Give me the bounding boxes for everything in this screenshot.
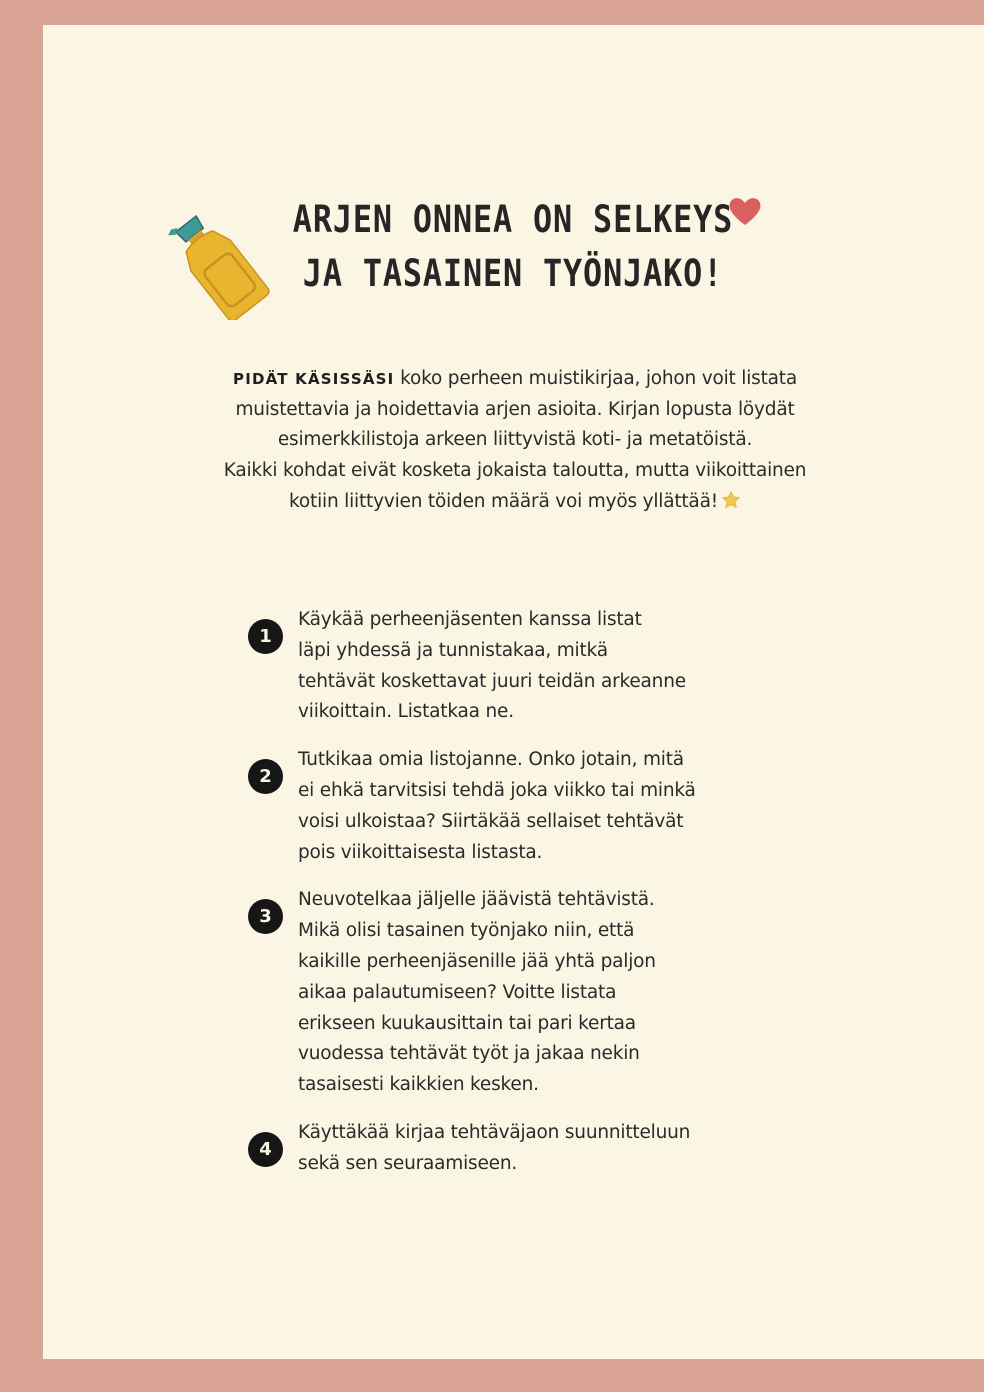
step-text: [298, 885, 768, 1101]
step-line: erikseen kuukausittain tai pari kertaa: [298, 1012, 636, 1034]
step-line: pois viikoittaisesta listasta.: [298, 841, 543, 863]
intro-line-5: kotiin liittyvien töiden määrä voi myös yllättää!: [289, 490, 718, 512]
step-number-badge: 3: [248, 899, 283, 934]
step-line: ei ehkä tarvitsisi tehdä joka viikko tai minkä: [298, 779, 696, 801]
step-text: [298, 605, 768, 728]
intro-line-3: esimerkkilistoja arkeen liittyvistä koti- ja metatöistä.: [277, 429, 753, 451]
steps-list: [248, 605, 768, 1197]
step-line: aikaa palautumiseen? Voitte listata: [298, 981, 617, 1003]
step-number-badge: 4: [248, 1132, 283, 1167]
step-item-3: [248, 885, 768, 1101]
intro-line-5-wrap: [155, 487, 875, 518]
step-line: tehtävät koskettavat juuri teidän arkeanne: [298, 670, 686, 692]
step-line: sekä sen seuraamiseen.: [298, 1152, 518, 1174]
step-item-1: [248, 605, 768, 728]
step-line: tasaisesti kaikkien kesken.: [298, 1074, 539, 1096]
star-icon: [721, 490, 741, 510]
step-line: viikoittain. Listatkaa ne.: [298, 701, 514, 723]
intro-line-1-text: koko perheen muistikirjaa, johon voit listata: [394, 368, 797, 389]
title-line-1: ARJEN ONNEA ON SELKEYS: [292, 198, 734, 241]
step-text: [298, 745, 768, 868]
step-line: Käyttäkää kirjaa tehtäväjaon suunnitteluun: [298, 1121, 691, 1143]
step-number-badge: 2: [248, 759, 283, 794]
step-text: [298, 1118, 768, 1180]
step-line: Neuvotelkaa jäljelle jäävistä tehtävistä.: [298, 889, 655, 911]
page: [43, 25, 984, 1359]
page-title: [255, 193, 771, 301]
intro-line-1: [155, 364, 875, 395]
step-item-2: [248, 745, 768, 868]
step-line: vuodessa tehtävät työt ja jakaa nekin: [298, 1043, 640, 1065]
intro-line-4: Kaikki kohdat eivät kosketa jokaista taloutta, mutta viikoittainen: [223, 460, 807, 482]
title-line-2: JA TASAINEN TYÖNJAKO!: [302, 252, 724, 295]
intro-line-2: muistettavia ja hoidettavia arjen asioita. Kirjan lopusta löydät: [235, 398, 795, 420]
step-line: voisi ulkoistaa? Siirtäkää sellaiset tehtävät: [298, 810, 684, 832]
step-line: kaikille perheenjäsenille jää yhtä paljon: [298, 950, 656, 972]
intro-paragraph: [155, 364, 875, 518]
step-number-badge: 1: [248, 619, 283, 654]
step-line: Käykää perheenjäsenten kanssa listat: [298, 609, 642, 630]
step-line: läpi yhdessä ja tunnistakaa, mitkä: [298, 639, 608, 661]
step-line: Mikä olisi tasainen työnjako niin, että: [298, 920, 635, 942]
intro-lead: PIDÄT KÄSISSÄSI: [233, 370, 395, 388]
step-item-4: [248, 1118, 768, 1180]
step-line: Tutkikaa omia listojanne. Onko jotain, mitä: [298, 749, 684, 771]
